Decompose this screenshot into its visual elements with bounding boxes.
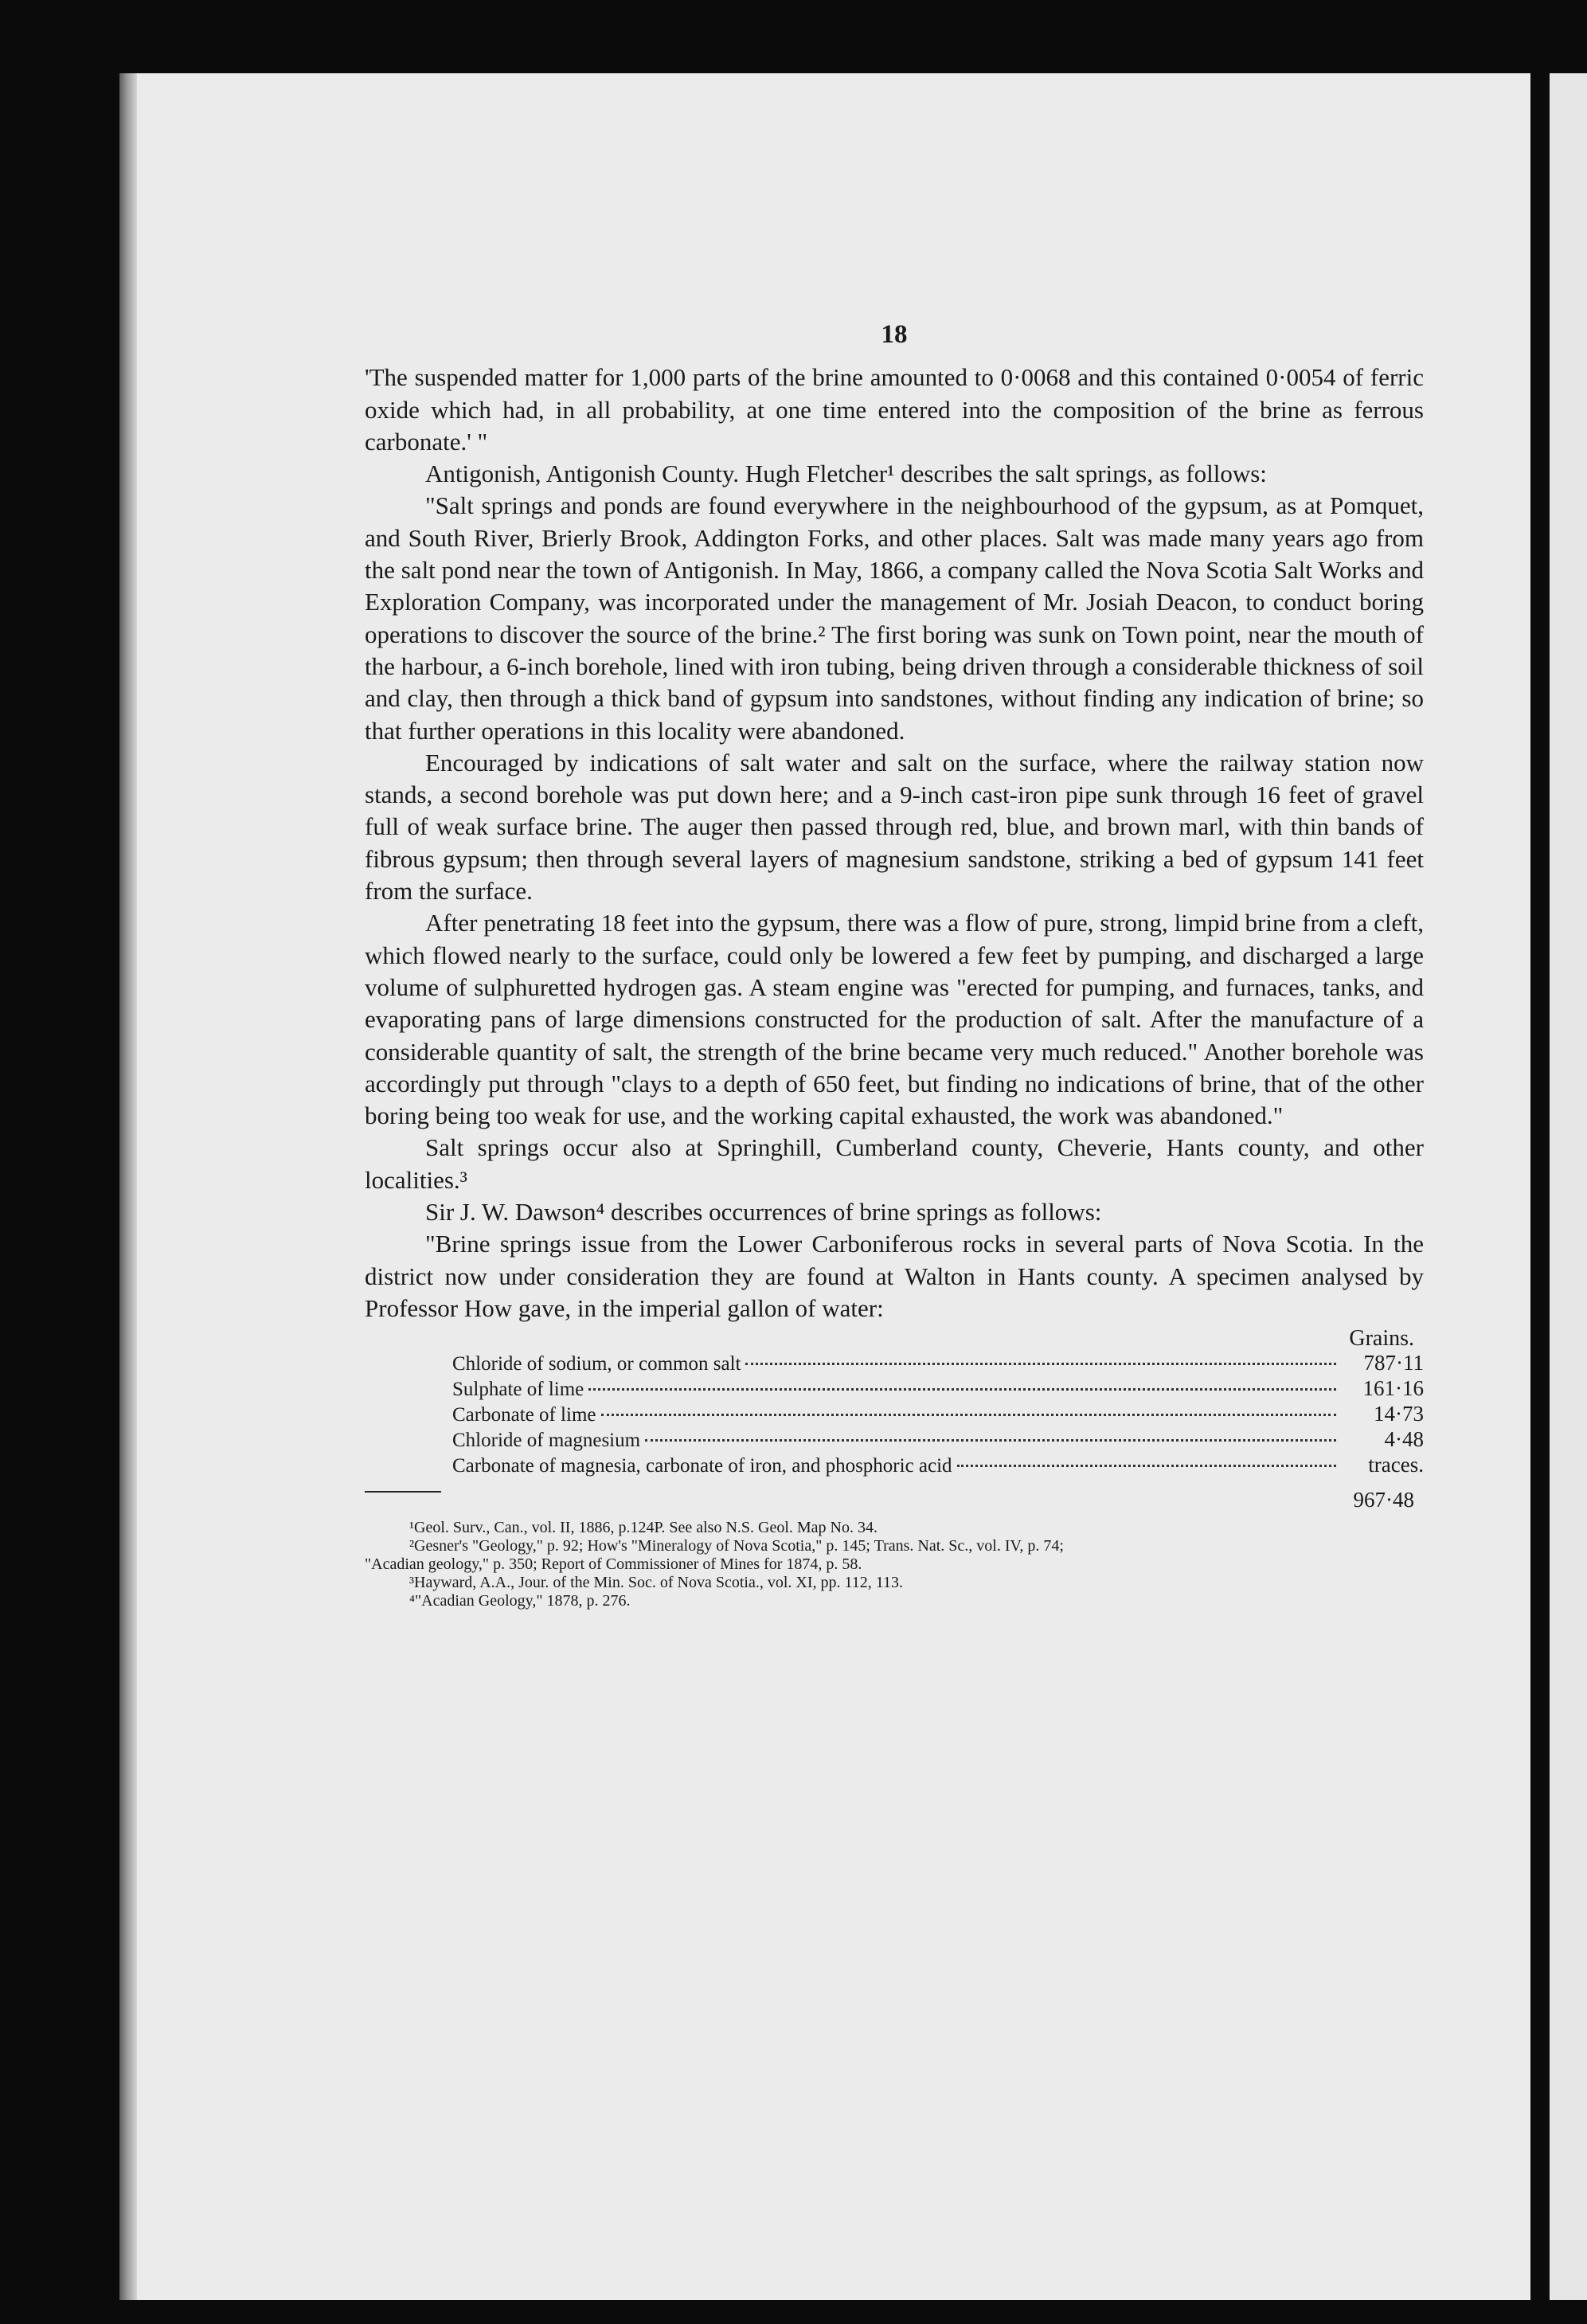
table-row-value: 787·11: [1363, 1351, 1424, 1375]
paragraph-second-borehole: Encouraged by indications of salt water and salt on the surface, where the railway station now stands, a second borehole was put down here; and a 9-inch cast-iron pipe sunk through 16 feet of gravel full of weak surface brine. The auger then passed through red, blue, and brown marl, with thin bands of fibrous gypsum; then through several layers of magnesium sandstone, striking a bed of gypsum 141 feet from the surface.: [365, 748, 1424, 906]
paragraph-antigonish-heading: Antigonish, Antigonish County. Hugh Fletcher¹ describes the salt springs, as follows:: [425, 460, 1267, 488]
table-row: [365, 1402, 1424, 1427]
footnote-1: ¹Geol. Surv., Can., vol. II, 1886, p.124P. See also N.S. Geol. Map No. 34.: [409, 1519, 878, 1537]
footnote-2-continued: "Acadian geology," p. 350; Report of Commissioner of Mines for 1874, p. 58.: [365, 1555, 862, 1574]
leader-dots: [645, 1439, 1336, 1442]
paragraph-salt-springs: "Salt springs and ponds are found everywhere in the neighbourhood of the gypsum, as at Pomquet, and South River, Brierly Brook, Addington Forks, and other places. Salt was made many years ago from the salt pond near the town of Antigonish. In May, 1866, a company called the Nova Scotia Salt Works and Exploration Company, was incorporated under the management of Mr. Josiah Deacon, to conduct boring operations to discover the source of the brine.² The first boring was sunk on Town point, near the mouth of the harbour, a 6-inch borehole, lined with iron tubing, being driven through a considerable thickness of soil and clay, then through a thick band of gypsum into sandstones, without finding any indication of brine; so that further operations in this locality were abandoned.: [365, 491, 1424, 745]
table-row-label: Chloride of magnesium: [452, 1430, 641, 1452]
table-row-label: Carbonate of lime: [452, 1404, 596, 1426]
table-row-value: 4·48: [1384, 1427, 1424, 1452]
table-total-row: [365, 1485, 1424, 1512]
table-row: [365, 1351, 1424, 1376]
table-row: [365, 1453, 1424, 1478]
footnote-2: ²Gesner's "Geology," p. 92; How's "Mineralogy of Nova Scotia," p. 145; Trans. Nat. Sc., vol. IV, p. 74;: [409, 1537, 1064, 1555]
analysis-table: [365, 1326, 1424, 1512]
table-row: [365, 1427, 1424, 1453]
page-content: [365, 319, 1424, 1610]
paragraph-dawson: Sir J. W. Dawson⁴ describes occurrences of brine springs as follows:: [425, 1198, 1102, 1227]
next-page-edge: [1550, 73, 1587, 2300]
paragraph-other-localities: Salt springs occur also at Springhill, Cumberland county, Cheverie, Hants county, and other localities.³: [365, 1133, 1424, 1194]
table-unit-header: Grains.: [1349, 1326, 1414, 1352]
footnotes: [365, 1519, 1424, 1610]
footnote-4: ⁴"Acadian Geology," 1878, p. 276.: [409, 1592, 631, 1610]
paragraph-brine-springs-quote: "Brine springs issue from the Lower Carboniferous rocks in several parts of Nova Scotia. In the district now under consideration they are found at Walton in Hants county. A specimen analysed by Professor How gave, in the imperial gallon of water:: [365, 1230, 1424, 1322]
table-row-value: 14·73: [1374, 1402, 1424, 1426]
table-row-label: Sulphate of lime: [452, 1379, 584, 1401]
leader-dots: [957, 1465, 1336, 1467]
table-total: 967·48: [1353, 1488, 1414, 1512]
leader-dots: [745, 1363, 1336, 1365]
table-row-label: Carbonate of magnesia, carbonate of iron, and phosphoric acid: [452, 1455, 952, 1477]
leader-dots: [601, 1414, 1337, 1416]
page-binding-edge: [119, 73, 137, 2300]
page-number: 18: [881, 320, 908, 349]
table-row-value: traces.: [1368, 1453, 1424, 1477]
table-row: [365, 1376, 1424, 1402]
table-row-value: 161·16: [1362, 1376, 1424, 1401]
footnote-rule: [365, 1491, 441, 1493]
paragraph-quote-end: 'The suspended matter for 1,000 parts of the brine amounted to 0·0068 and this contained 0·0054 of ferric oxide which had, in all probability, at one time entered into the composition of the brine as ferrous carbonate.' ": [365, 363, 1424, 456]
leader-dots: [588, 1388, 1336, 1391]
paragraph-brine-flow: After penetrating 18 feet into the gypsum, there was a flow of pure, strong, limpid brine from a cleft, which flowed nearly to the surface, could only be lowered a few feet by pumping, and discharged a large volume of sulphuretted hydrogen gas. A steam engine was "erected for pumping, and furnaces, tanks, and evaporating pans of large dimensions constructed for the production of salt. After the manufacture of a considerable quantity of salt, the strength of the brine became very much reduced." Another borehole was accordingly put through "clays to a depth of 650 feet, but finding no indications of brine, that of the other boring being too weak for use, and the working capital exhausted, the work was abandoned.": [365, 909, 1424, 1130]
footnote-3: ³Hayward, A.A., Jour. of the Min. Soc. of Nova Scotia., vol. XI, pp. 112, 113.: [409, 1574, 903, 1592]
table-row-label: Chloride of sodium, or common salt: [452, 1353, 741, 1375]
